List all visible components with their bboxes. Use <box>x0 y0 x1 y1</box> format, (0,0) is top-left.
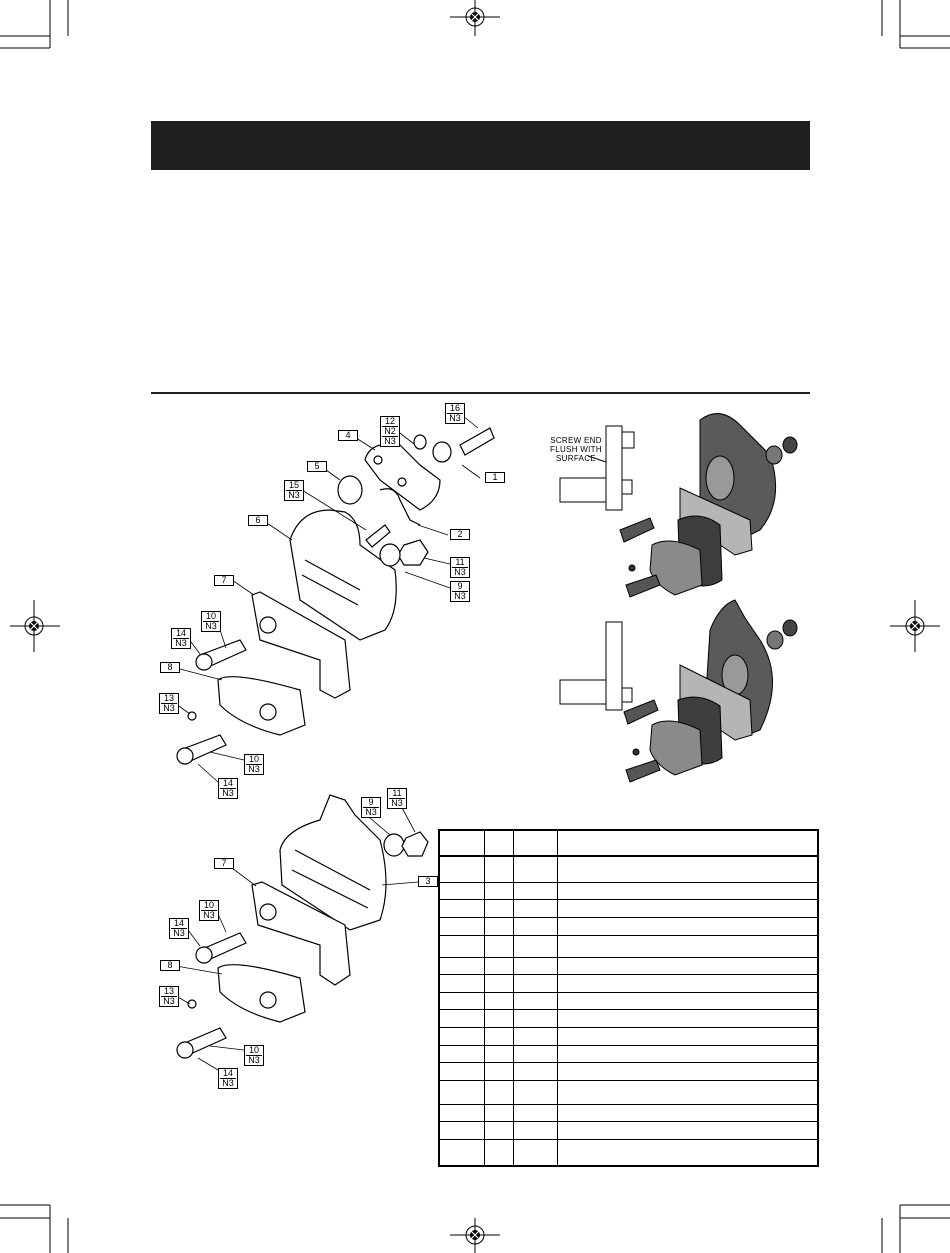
callout-13: 13 N3 <box>159 693 179 714</box>
table-row <box>439 975 818 993</box>
table-row <box>439 918 818 936</box>
table-row <box>439 1104 818 1122</box>
note-line-1: SCREW END <box>550 436 602 445</box>
callout-14b: 14 N3 <box>218 778 238 799</box>
callout-d14: 14 N3 <box>169 918 189 939</box>
callout-15: 15 N3 <box>284 480 304 501</box>
parts-table-header <box>439 830 818 856</box>
callout-d10b: 10 N3 <box>244 1045 264 1066</box>
callout-d10: 10 N3 <box>199 900 219 921</box>
callout-d11: 11 N3 <box>387 788 407 809</box>
table-row <box>439 1010 818 1028</box>
callout-d14b: 14 N3 <box>218 1068 238 1089</box>
callout-5: 5 <box>307 461 327 472</box>
rendered-view-lower <box>624 600 797 782</box>
table-row <box>439 957 818 975</box>
parts-table <box>438 829 819 1167</box>
assembly-note <box>538 436 614 463</box>
callout-d3: 3 <box>418 876 438 887</box>
table-row <box>439 1063 818 1081</box>
table-row <box>439 1140 818 1166</box>
table-row <box>439 935 818 957</box>
callout-2: 2 <box>450 529 470 540</box>
callout-d9: 9 N3 <box>361 797 381 818</box>
rendered-view-upper <box>620 414 797 597</box>
callout-9: 9 N3 <box>450 581 470 602</box>
callout-12: 12 N2 N3 <box>380 416 400 447</box>
table-row <box>439 1080 818 1104</box>
table-row <box>439 856 818 882</box>
table-row <box>439 992 818 1010</box>
callout-14: 14 N3 <box>171 628 191 649</box>
callout-8: 8 <box>160 662 180 673</box>
note-line-2: FLUSH WITH <box>550 445 602 454</box>
callout-4: 4 <box>338 430 358 441</box>
callout-d8: 8 <box>160 960 180 971</box>
table-row <box>439 1122 818 1140</box>
callout-d13: 13 N3 <box>159 986 179 1007</box>
callout-7: 7 <box>214 575 234 586</box>
table-row <box>439 882 818 900</box>
side-view-lower <box>560 622 632 710</box>
callout-16: 16 N3 <box>445 403 465 424</box>
callout-1: 1 <box>485 472 505 483</box>
callout-10: 10 N3 <box>201 611 221 632</box>
table-row <box>439 900 818 918</box>
callout-10b: 10 N3 <box>244 754 264 775</box>
callout-6: 6 <box>248 515 268 526</box>
callout-11: 11 N3 <box>450 557 470 578</box>
callout-d7: 7 <box>214 858 234 869</box>
table-row <box>439 1028 818 1046</box>
note-line-3: SURFACE <box>556 454 596 463</box>
table-row <box>439 1045 818 1063</box>
